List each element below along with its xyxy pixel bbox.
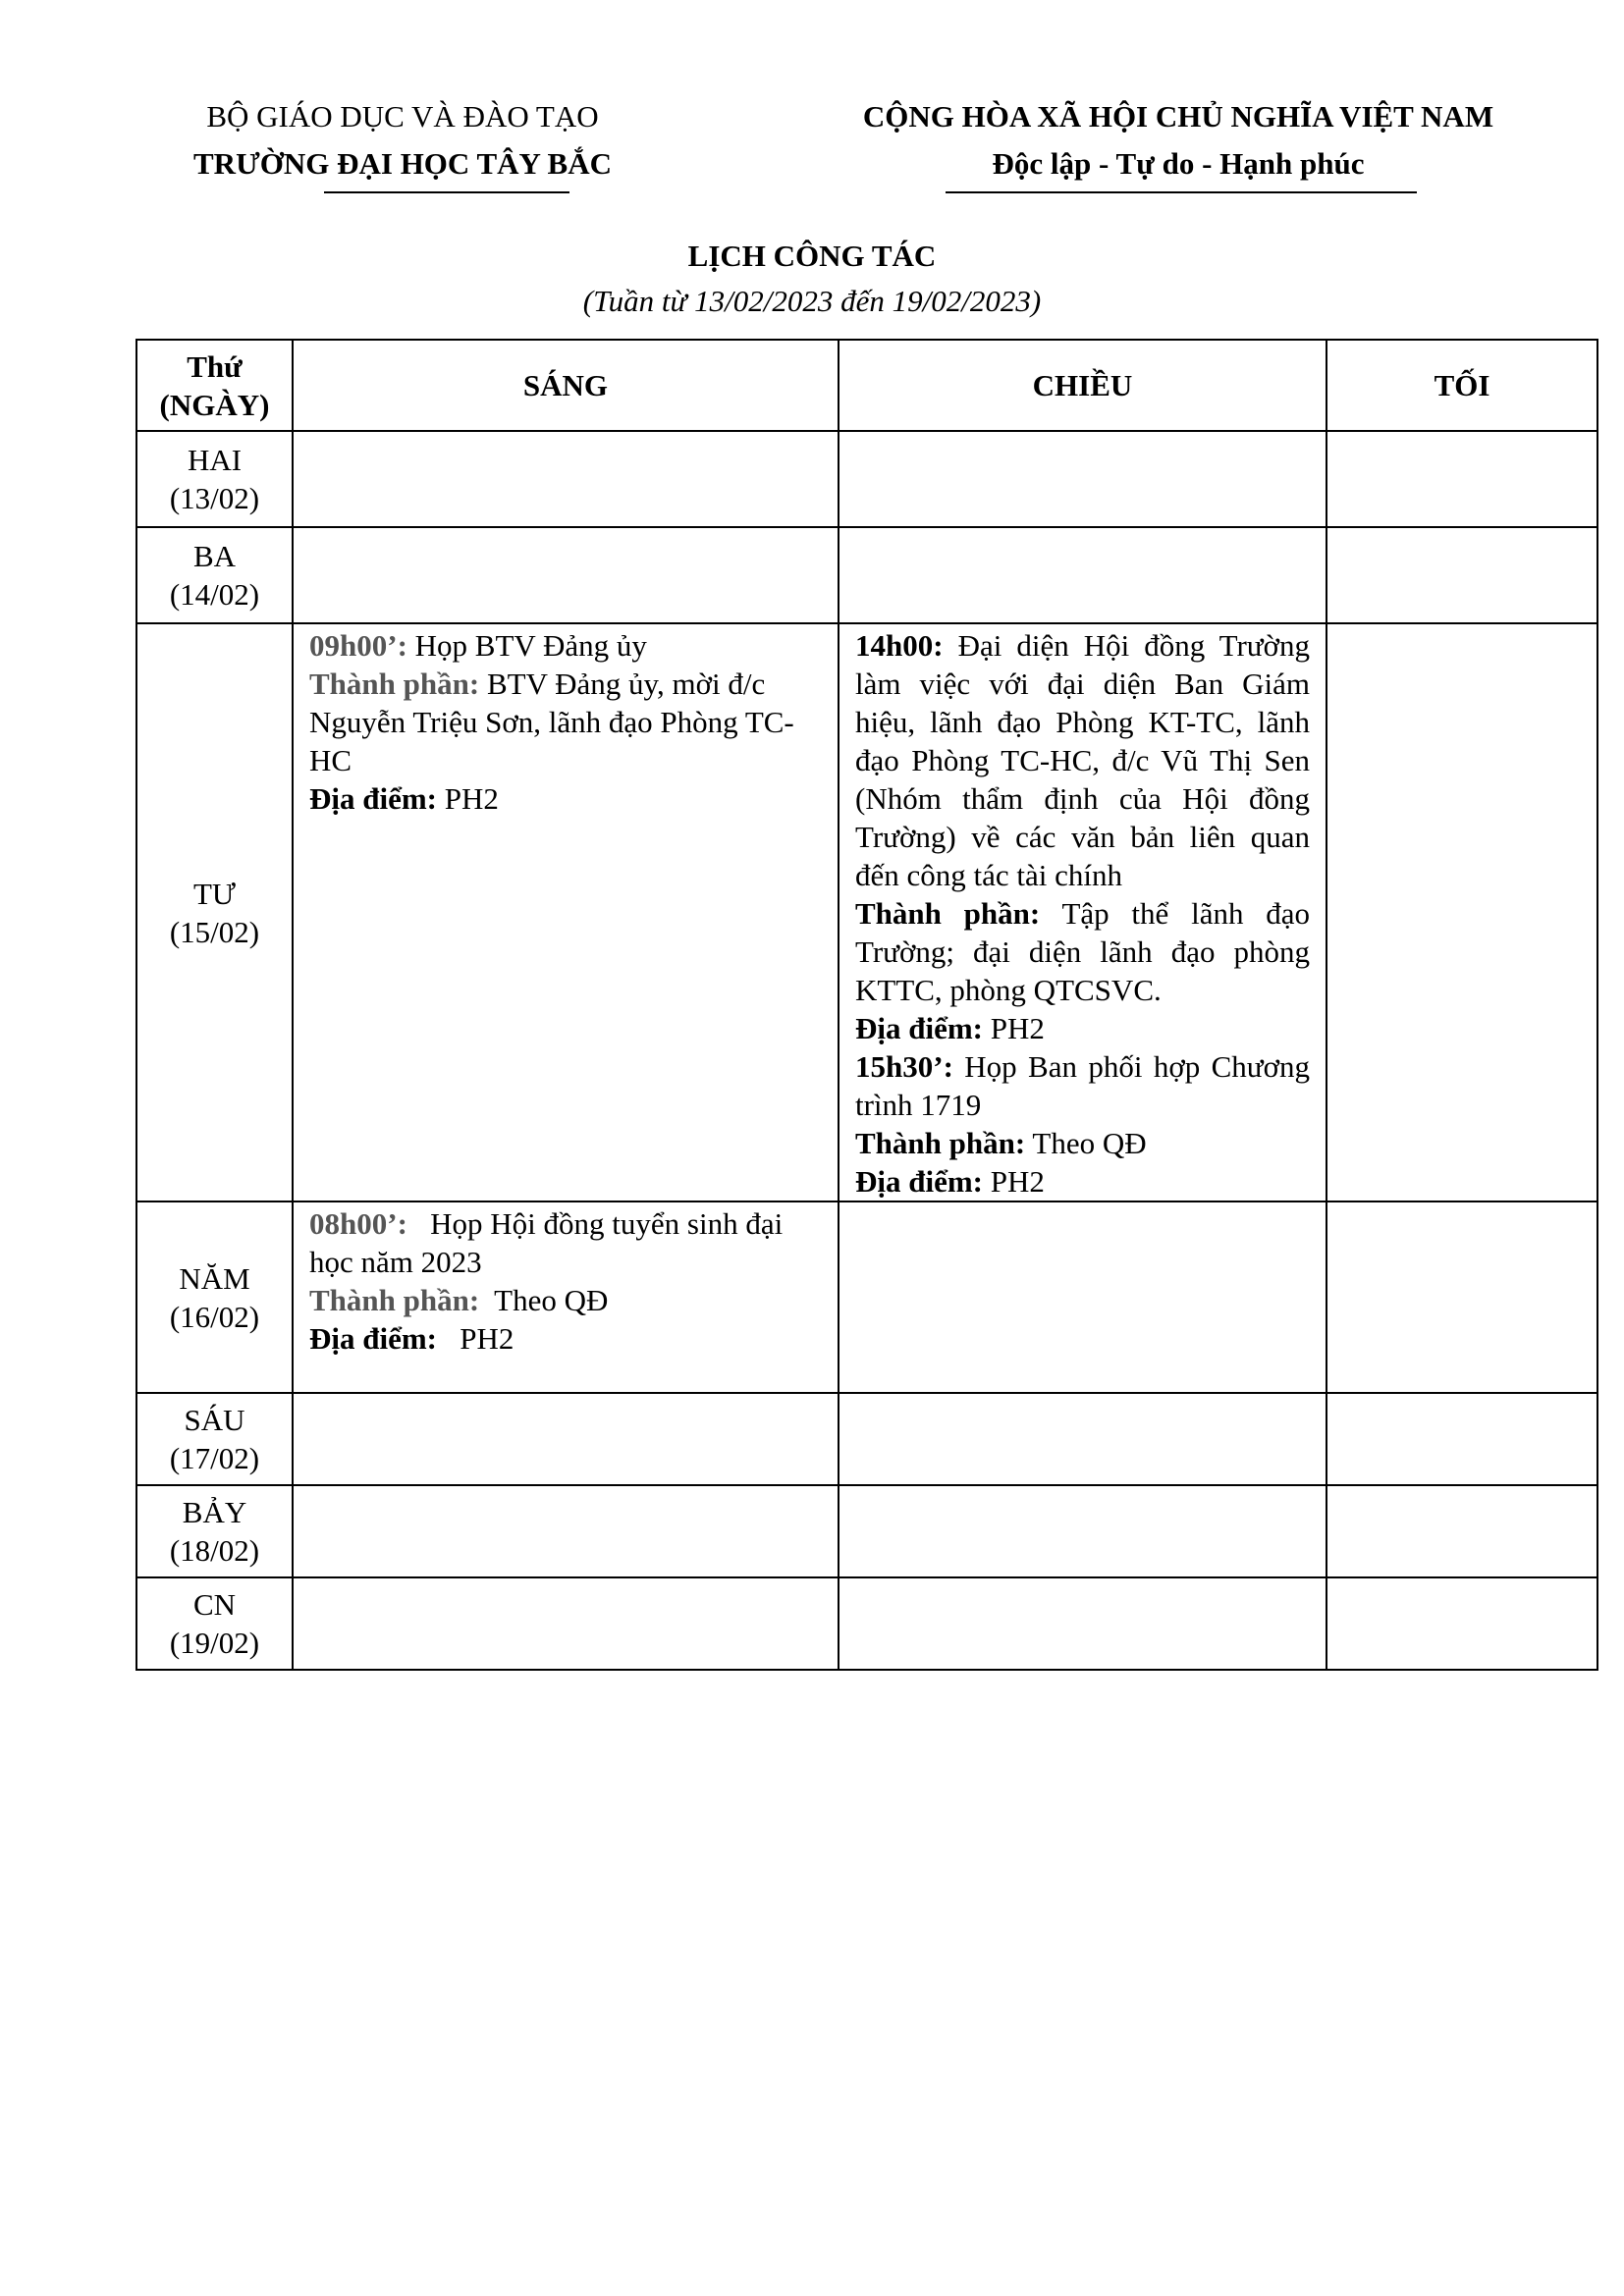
document-title: LỊCH CÔNG TÁC <box>687 239 937 273</box>
event-time: 15h30’: <box>855 1049 953 1084</box>
header-day-line2: (NGÀY) <box>159 387 270 422</box>
document-title-block <box>0 234 1624 324</box>
evening-cell <box>1326 1201 1597 1393</box>
afternoon-cell <box>839 431 1326 527</box>
event-entry <box>855 1047 1310 1124</box>
university-name: TRƯỜNG ĐẠI HỌC TÂY BẮC <box>193 146 612 181</box>
morning-cell <box>293 431 839 527</box>
day-cell <box>136 1577 293 1670</box>
morning-cell <box>293 623 839 1201</box>
day-date: (14/02) <box>169 577 260 612</box>
day-date: (18/02) <box>169 1533 260 1568</box>
evening-cell <box>1326 623 1597 1201</box>
event-place <box>855 1162 1310 1201</box>
event-time: 14h00: <box>855 628 944 663</box>
morning-cell <box>293 1201 839 1393</box>
table-row <box>136 431 1597 527</box>
issuer-block <box>157 93 648 187</box>
event-members <box>309 665 822 779</box>
day-cell <box>136 1485 293 1577</box>
table-row <box>136 527 1597 623</box>
afternoon-cell <box>839 623 1326 1201</box>
evening-cell <box>1326 431 1597 527</box>
members-text: Tập thể lãnh đạo Trường; đại diện lãnh đạo phòng KTTC, phòng QTCSVC. <box>855 896 1310 1007</box>
event-members <box>309 1281 822 1319</box>
afternoon-cell <box>839 1393 1326 1485</box>
day-name: TƯ <box>193 876 236 911</box>
evening-cell <box>1326 1393 1597 1485</box>
table-row <box>136 1393 1597 1485</box>
day-name: BẢY <box>182 1495 247 1529</box>
place-label: Địa điểm: <box>309 1321 438 1356</box>
table-row <box>136 1577 1597 1670</box>
day-cell <box>136 431 293 527</box>
event-text: Đại diện Hội đồng Trường làm việc với đại diện Ban Giám hiệu, lãnh đạo Phòng KT-TC, lãnh đạo Phòng TC-HC, đ/c Vũ Thị Sen (Nhóm thẩm định của Hội đồng Trường) về các văn bản liên quan đến công tác tài chính <box>855 628 1310 892</box>
place-text: PH2 <box>983 1164 1045 1199</box>
day-cell <box>136 1393 293 1485</box>
country-name: CỘNG HÒA XÃ HỘI CHỦ NGHĨA VIỆT NAM <box>862 99 1494 133</box>
evening-cell <box>1326 1485 1597 1577</box>
afternoon-cell <box>839 1201 1326 1393</box>
place-text: PH2 <box>437 781 499 816</box>
day-date: (16/02) <box>169 1299 260 1334</box>
evening-cell <box>1326 1577 1597 1670</box>
place-label: Địa điểm: <box>309 781 438 816</box>
header-afternoon: CHIỀU <box>839 340 1326 431</box>
event-time: 09h00’: <box>309 628 407 663</box>
day-name: HAI <box>187 443 243 477</box>
day-cell <box>136 623 293 1201</box>
members-label: Thành phần: <box>309 1283 480 1317</box>
day-cell <box>136 527 293 623</box>
event-entry <box>855 626 1310 894</box>
table-row <box>136 1201 1597 1393</box>
morning-cell <box>293 1577 839 1670</box>
members-label: Thành phần: <box>855 896 1041 931</box>
event-place <box>309 779 822 818</box>
place-text: PH2 <box>437 1321 514 1356</box>
morning-cell <box>293 1393 839 1485</box>
table-row <box>136 1485 1597 1577</box>
day-name: NĂM <box>179 1260 250 1296</box>
day-name: CN <box>192 1587 237 1622</box>
evening-cell <box>1326 527 1597 623</box>
event-place <box>309 1319 822 1358</box>
table-header-row <box>136 340 1597 431</box>
members-label: Thành phần: <box>855 1126 1026 1160</box>
event-text: Họp BTV Đảng ủy <box>406 628 647 663</box>
header-evening: TỐI <box>1326 340 1597 431</box>
header-morning: SÁNG <box>293 340 839 431</box>
day-cell <box>136 1201 293 1393</box>
event-time: 08h00’: <box>309 1206 407 1241</box>
header-day <box>136 340 293 431</box>
event-members <box>855 1124 1310 1162</box>
afternoon-cell <box>839 527 1326 623</box>
members-text: Theo QĐ <box>1025 1126 1147 1160</box>
event-entry <box>309 1204 822 1281</box>
national-block <box>844 93 1512 187</box>
day-date: (13/02) <box>169 481 260 515</box>
day-date: (17/02) <box>169 1441 260 1475</box>
event-members <box>855 894 1310 1009</box>
place-label: Địa điểm: <box>855 1011 984 1045</box>
motto: Độc lập - Tự do - Hạnh phúc <box>992 146 1365 181</box>
members-label: Thành phần: <box>309 667 480 701</box>
table-row <box>136 623 1597 1201</box>
day-name: SÁU <box>184 1403 245 1437</box>
event-place <box>855 1009 1310 1047</box>
afternoon-cell <box>839 1485 1326 1577</box>
event-text: Họp Hội đồng tuyển sinh đại học năm 2023 <box>309 1206 790 1279</box>
event-text: Họp Ban phối hợp Chương trình 1719 <box>855 1049 1310 1122</box>
day-date: (19/02) <box>169 1626 260 1660</box>
event-entry <box>309 626 822 665</box>
morning-cell <box>293 527 839 623</box>
schedule-table <box>135 339 1598 1671</box>
place-label: Địa điểm: <box>855 1164 984 1199</box>
afternoon-cell <box>839 1577 1326 1670</box>
members-text: BTV Đảng ủy, mời đ/c Nguyễn Triệu Sơn, lãnh đạo Phòng TC-HC <box>309 667 794 777</box>
morning-cell <box>293 1485 839 1577</box>
ministry-name: BỘ GIÁO DỤC VÀ ĐÀO TẠO <box>206 99 599 133</box>
document-subtitle: (Tuần từ 13/02/2023 đến 19/02/2023) <box>582 284 1042 318</box>
motto-underline <box>946 191 1417 193</box>
place-text: PH2 <box>983 1011 1045 1045</box>
day-date: (15/02) <box>169 914 260 949</box>
day-name: BA <box>192 539 237 573</box>
members-text: Theo QĐ <box>479 1283 609 1317</box>
issuer-underline <box>324 191 569 193</box>
header-day-line1: Thứ <box>187 348 243 384</box>
